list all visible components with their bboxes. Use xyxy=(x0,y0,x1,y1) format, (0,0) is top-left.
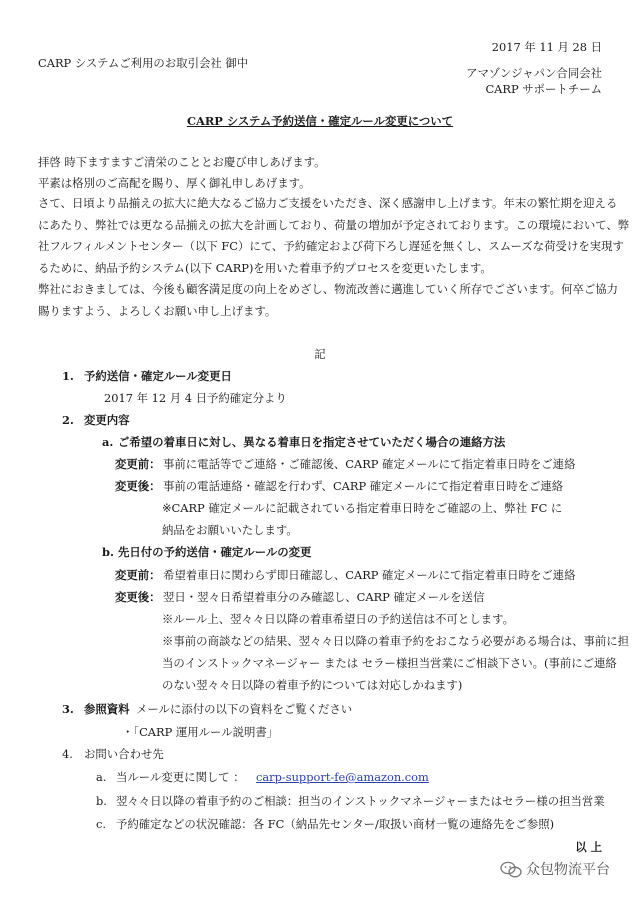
section-4-title: お問い合わせ先 xyxy=(84,747,164,761)
body1-line: 社フルフィルメントセンター（以下 FC）にて、予約確定および荷下ろし遅延を無くし、スムーズな荷受けを実現す xyxy=(38,239,624,253)
section-2a-after-label: 変更後： xyxy=(115,479,161,493)
support-email-link[interactable]: carp-support-fe@amazon.com xyxy=(256,770,429,784)
body1-line: さて、日頃より品揃えの拡大に絶大なるご協力ご支援をいただき、深く感謝申し上げます。年末の繁忙期を迎える xyxy=(38,196,618,210)
document-title: CARP システム予約送信・確定ルール変更について xyxy=(186,114,454,128)
section-4b-label: b. xyxy=(96,794,107,808)
section-2b-note-3: 当のインストックマネージャー または セラー様担当営業にご相談下さい。(事前にご連絡 xyxy=(162,656,617,670)
section-2a-after-text: 事前の電話連絡・確認を行わず、CARP 確定メールにて指定着車日時をご連絡 xyxy=(163,479,564,493)
section-2b-label: b. xyxy=(102,545,114,559)
wechat-icon xyxy=(500,861,522,879)
section-2b-note-1: ※ルール上、翌々々日以降の着車希望日の予約送信は不可とします。 xyxy=(162,612,514,626)
body1-line: にあたり、弊社では更なる品揃えの拡大を計画しており、荷量の増加が予定されております。この環境において、弊 xyxy=(38,217,630,232)
section-2a-before-text: 事前に電話等でご連絡・ご確認後、CARP 確定メールにて指定着車日時をご連絡 xyxy=(163,457,576,471)
body2-line: 賜りますよう、よろしくお願い申し上げます。 xyxy=(38,303,277,318)
closing-text: 以 上 xyxy=(575,840,602,854)
sender-company: アマゾンジャパン合同会社 xyxy=(466,66,602,80)
watermark-text: 众包物流平台 xyxy=(526,862,610,878)
greeting-line-2: 平素は格別のご高配を賜り、厚く御礼申しあげます。 xyxy=(38,176,311,190)
section-2a-label: a. xyxy=(102,435,114,449)
section-1-text: 2017 年 12 月 4 日予約確定分より xyxy=(104,391,287,405)
section-4c-text: 予約確定などの状況確認：各 FC（納品先センター/取扱い商材一覧の連絡先をご参照) xyxy=(116,817,555,831)
addressee: CARP システムご利用のお取引会社 御中 xyxy=(38,56,249,70)
body2-line: 弊社におきましては、今後も顧客満足度の向上をめざし、物流改善に邁進していく所存でございます。何卒ご協力 xyxy=(38,282,619,296)
watermark xyxy=(500,861,610,879)
section-4a-text: 当ルール変更に関して ： xyxy=(116,770,245,784)
section-4b-text: 翌々々日以降の着車予約のご相談：担当のインストックマネージャーまたはセラー様の担当営業 xyxy=(116,794,605,808)
section-2b-note-4: のない翌々々日以降の着車予約については対応しかねます) xyxy=(162,678,463,692)
section-4-number: 4. xyxy=(62,747,73,761)
section-2b-after-text: 翌日・翌々日希望着車分のみ確認し、CARP 確定メールを送信 xyxy=(163,590,485,604)
section-3-title: 参照資料 xyxy=(84,702,130,716)
section-2-title: 変更内容 xyxy=(84,413,130,427)
section-1-number: 1. xyxy=(62,369,74,383)
section-2b-before-text: 希望着車日に関わらず即日確認し、CARP 確定メールにて指定着車日時をご連絡 xyxy=(163,568,576,582)
ki-heading: 記 xyxy=(314,347,326,361)
section-2a-before-label: 変更前： xyxy=(115,457,161,471)
section-2b-after-label: 変更後： xyxy=(115,590,161,604)
body1-line: るために、納品予約システム(以下 CARP)を用いた着車予約プロセスを変更いたします。 xyxy=(38,260,492,275)
section-2b-before-label: 変更前： xyxy=(115,568,161,582)
section-3-text: メールに添付の以下の資料をご覧ください xyxy=(136,702,353,716)
section-4c-label: c. xyxy=(96,817,107,831)
section-3-number: 3. xyxy=(62,702,74,716)
date: 2017 年 11 月 28 日 xyxy=(491,40,602,54)
body-paragraph-2 xyxy=(38,279,619,322)
section-2a-note-1: ※CARP 確定メールに記載されている指定着車日時をご確認の上、弊社 FC に xyxy=(162,501,563,515)
section-2a-note-2: 納品をお願いいたします。 xyxy=(162,523,298,537)
section-1-title: 予約送信・確定ルール変更日 xyxy=(84,369,232,383)
section-2b-note-2: ※事前の商談などの結果、翌々々日以降の着車予約をおこなう必要がある場合は、事前に担 xyxy=(162,634,630,648)
sender-team: CARP サポートチーム xyxy=(485,82,602,96)
section-3-item: ・「CARP 運用ルール説明書」 xyxy=(122,725,279,739)
section-2-number: 2. xyxy=(62,413,74,427)
greeting-line-1: 拝啓 時下ますますご清栄のこととお慶び申しあげます。 xyxy=(38,155,326,169)
section-2a-title: ご希望の着車日に対し、異なる着車日を指定させていただく場合の連絡方法 xyxy=(118,435,506,449)
body-paragraph-1 xyxy=(38,193,630,279)
section-2b-title: 先日付の予約送信・確定ルールの変更 xyxy=(118,545,312,559)
section-4a-label: a. xyxy=(96,770,107,784)
